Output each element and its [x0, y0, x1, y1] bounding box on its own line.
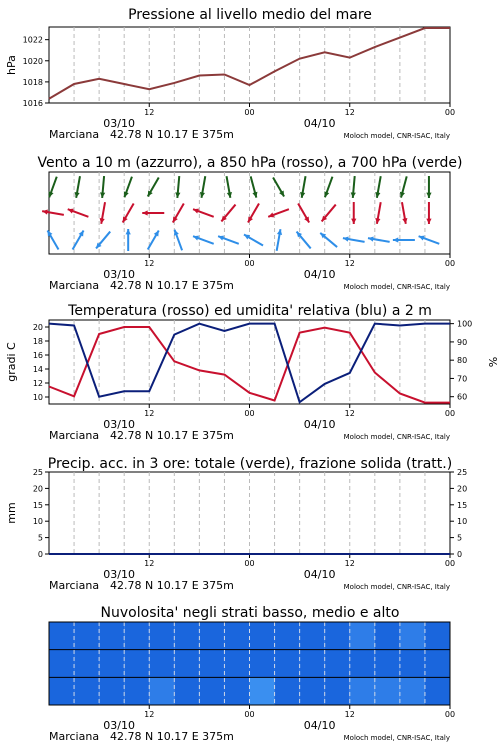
x-tick-label: 00 [244, 259, 255, 268]
wind-arrow-head [124, 191, 129, 197]
station-coords: 42.78 N 10.17 E 375m [110, 579, 234, 592]
date-label: 04/10 [303, 568, 336, 581]
cloud-cell [74, 677, 99, 705]
cloud-cell [49, 622, 74, 650]
cloud-cell [325, 622, 350, 650]
date-label: 04/10 [303, 418, 336, 431]
y-tick-label: 1022 [22, 35, 43, 45]
x-tick-label: 12 [344, 409, 355, 418]
date-label: 04/10 [303, 719, 336, 732]
cloud-cell [174, 677, 199, 705]
wind-arrow [100, 176, 105, 198]
y-tick-label-right: 60 [457, 392, 468, 402]
date-label: 04/10 [303, 117, 336, 130]
cloud-cell [99, 622, 124, 650]
cloud-cell [400, 622, 425, 650]
cloud-cell [224, 677, 249, 705]
wind-arrow [375, 176, 380, 198]
wind-arrow [251, 176, 258, 197]
model-credit: Moloch model, CNR-ISAC, Italy [343, 132, 450, 140]
model-credit: Moloch model, CNR-ISAC, Italy [343, 583, 450, 591]
cloud-cell [99, 650, 124, 678]
panel-5 [49, 605, 455, 743]
wind-arrow-head [193, 236, 199, 241]
y-tick-label: 12 [32, 379, 43, 388]
x-tick-label: 12 [344, 108, 355, 117]
wind-arrow-head [218, 236, 224, 241]
cloud-cell [375, 622, 400, 650]
wind-arrow [343, 236, 365, 241]
date-label: 03/10 [103, 268, 135, 281]
y-tick-label: 14 [32, 365, 43, 374]
station-name: Marciana [49, 579, 100, 592]
wind-arrow [402, 202, 407, 224]
cloud-cell [174, 650, 199, 678]
cloud-cell [149, 677, 174, 705]
cloud-cell [149, 622, 174, 650]
wind-arrow [227, 176, 232, 198]
wind-arrow [221, 205, 235, 222]
wind-arrow-head [142, 210, 147, 215]
cloud-cell [425, 677, 450, 705]
wind-arrow-head [426, 193, 431, 198]
cloud-cell [199, 622, 224, 650]
wind-arrow [400, 176, 407, 197]
cloud-cell [250, 650, 275, 678]
x-tick-label: 12 [344, 710, 355, 719]
wind-arrow-head [268, 212, 274, 217]
cloud-cell [425, 650, 450, 678]
cloud-cell [224, 622, 249, 650]
station-coords: 42.78 N 10.17 E 375m [110, 730, 234, 743]
wind-arrow [174, 230, 182, 251]
wind-arrow-head [175, 192, 180, 198]
y-tick-label-right: 80 [457, 356, 468, 366]
x-tick-label: 00 [444, 559, 456, 568]
wind-arrow [193, 209, 214, 217]
y-tick-label: 10 [32, 517, 43, 527]
wind-arrow-head [351, 219, 356, 224]
x-tick-label: 12 [144, 108, 155, 117]
cloud-cell [325, 650, 350, 678]
panel-title: Precip. acc. in 3 ore: totale (verde), frazione solida (tratt.) [47, 456, 453, 472]
y-tick-label-right: 70 [457, 374, 468, 384]
y-tick-label: 20 [32, 323, 43, 332]
wind-arrow-head [351, 192, 356, 198]
model-credit: Moloch model, CNR-ISAC, Italy [343, 433, 450, 441]
cloud-cell [300, 677, 325, 705]
wind-arrow [193, 236, 214, 244]
station-name: Marciana [49, 730, 100, 743]
cloud-cell [425, 622, 450, 650]
wind-arrow [142, 210, 164, 215]
x-tick-label: 00 [444, 259, 456, 268]
cloud-cell [300, 650, 325, 678]
cloud-cell [300, 622, 325, 650]
cloud-cell [275, 677, 300, 705]
cloud-cell [149, 650, 174, 678]
panel-title: Nuvolosita' negli strati basso, medio e alto [100, 605, 400, 621]
panel-2 [37, 155, 462, 292]
wind-arrow-head [419, 236, 425, 241]
panel-title: Pressione al livello medio del mare [128, 7, 372, 23]
wind-arrow [68, 209, 89, 217]
wind-arrow [324, 177, 332, 198]
x-tick-label: 12 [344, 259, 355, 268]
date-label: 03/10 [103, 117, 135, 130]
wind-arrow [49, 177, 57, 198]
x-tick-label: 12 [144, 409, 155, 418]
wind-arrow-head [68, 209, 74, 214]
wind-arrow [42, 209, 64, 214]
x-tick-label: 00 [444, 409, 456, 418]
cloud-cell [199, 650, 224, 678]
y-tick-label: 1016 [22, 99, 43, 108]
model-credit: Moloch model, CNR-ISAC, Italy [343, 734, 450, 742]
x-tick-label: 12 [144, 710, 155, 719]
panel-3 [5, 303, 499, 442]
y-tick-label-right: 20 [457, 484, 468, 494]
cloud-cell [99, 677, 124, 705]
station-name: Marciana [49, 128, 100, 141]
wind-arrow [200, 176, 205, 198]
y-tick-label: 5 [37, 533, 43, 543]
y-tick-label: 15 [32, 500, 43, 510]
wind-arrow [351, 202, 356, 224]
y-axis-label: mm [5, 502, 18, 524]
cloud-cell [350, 650, 375, 678]
station-coords: 42.78 N 10.17 E 375m [110, 128, 234, 141]
panel-title: Temperatura (rosso) ed umidita' relativa (blu) a 2 m [68, 303, 432, 319]
station-name: Marciana [49, 429, 100, 442]
y-axis-label: hPa [5, 55, 18, 75]
cloud-cell [400, 650, 425, 678]
x-tick-label: 00 [444, 108, 456, 117]
wind-arrow [73, 230, 84, 249]
cloud-cell [124, 622, 149, 650]
wind-arrow-head [100, 192, 105, 198]
wind-arrow-head [426, 219, 431, 224]
cloud-cell [250, 622, 275, 650]
x-tick-label: 00 [244, 108, 255, 117]
wind-arrow [124, 177, 132, 198]
plot-frame [49, 172, 450, 254]
wind-arrow [244, 235, 263, 246]
wind-arrow-head [324, 191, 329, 197]
cloud-cell [49, 677, 74, 705]
wind-arrow [175, 176, 180, 198]
wind-arrow [419, 236, 440, 244]
y-tick-label-right: 5 [457, 533, 463, 543]
wind-arrow [375, 202, 380, 224]
y-tick-label-right: 25 [457, 468, 468, 477]
wind-arrow-head [174, 230, 179, 236]
x-tick-label: 12 [144, 259, 155, 268]
date-label: 04/10 [303, 268, 336, 281]
wind-arrow [300, 176, 305, 198]
cloud-cell [275, 650, 300, 678]
wind-arrow [268, 209, 289, 217]
cloud-cell [275, 622, 300, 650]
cloud-cell [174, 622, 199, 650]
x-tick-label: 00 [244, 409, 255, 418]
y-tick-label-right: 10 [457, 517, 468, 527]
x-tick-label: 12 [144, 559, 155, 568]
cloud-cell [74, 650, 99, 678]
cloud-cell [124, 650, 149, 678]
wind-arrow-head [393, 237, 398, 242]
y-tick-label: 10 [32, 393, 43, 402]
x-tick-label: 00 [444, 710, 456, 719]
wind-arrow-head [126, 229, 131, 234]
cloud-cell [74, 622, 99, 650]
cloud-cell [375, 677, 400, 705]
cloud-cell [250, 677, 275, 705]
wind-arrow [320, 233, 337, 247]
wind-arrow [75, 176, 80, 198]
wind-arrow [218, 236, 239, 244]
y-axis-label: gradi C [5, 342, 18, 382]
wind-arrow [351, 176, 356, 198]
y-axis-label-right: % [486, 356, 499, 368]
cloud-cell [400, 677, 425, 705]
wind-arrow [277, 229, 282, 251]
wind-arrow [126, 229, 131, 251]
y-tick-label-right: 100 [457, 319, 473, 329]
y-tick-label: 1020 [22, 56, 43, 66]
station-coords: 42.78 N 10.17 E 375m [110, 429, 234, 442]
cloud-cell [375, 650, 400, 678]
y-tick-label: 20 [32, 484, 43, 494]
y-tick-label: 18 [32, 337, 43, 346]
wind-arrow [426, 176, 431, 198]
panel-4 [5, 456, 467, 592]
date-label: 03/10 [103, 418, 135, 431]
wind-arrow [368, 236, 390, 241]
panel-title: Vento a 10 m (azzurro), a 850 hPa (rosso), a 700 hPa (verde) [37, 155, 463, 171]
y-tick-label: 0 [37, 550, 43, 559]
wind-arrow [173, 203, 184, 222]
wind-arrow [100, 202, 105, 224]
wind-arrow [123, 203, 134, 222]
y-tick-label-right: 15 [457, 500, 468, 510]
cloud-cell [325, 677, 350, 705]
y-tick-label: 25 [32, 468, 43, 477]
cloud-cell [124, 677, 149, 705]
y-tick-label: 16 [32, 351, 43, 360]
wind-arrow [426, 202, 431, 224]
cloud-cell [350, 677, 375, 705]
wind-arrow [96, 232, 110, 249]
wind-arrow [297, 232, 311, 249]
date-label: 03/10 [103, 719, 135, 732]
y-tick-label-right: 0 [457, 550, 463, 559]
wind-arrow-head [193, 209, 199, 214]
x-tick-label: 00 [244, 710, 255, 719]
wind-arrow [322, 205, 336, 222]
wind-arrow [148, 230, 159, 249]
cloud-cell [224, 650, 249, 678]
plot-frame [49, 472, 450, 554]
station-name: Marciana [49, 279, 100, 292]
cloud-cell [49, 650, 74, 678]
x-tick-label: 00 [244, 559, 255, 568]
model-credit: Moloch model, CNR-ISAC, Italy [343, 283, 450, 291]
cloud-cell [199, 677, 224, 705]
panel-1 [5, 7, 455, 141]
wind-arrow [393, 237, 415, 242]
wind-arrow [248, 203, 259, 222]
x-tick-label: 12 [344, 559, 355, 568]
date-label: 03/10 [103, 568, 135, 581]
y-tick-label: 1018 [22, 77, 43, 87]
cloud-cell [350, 622, 375, 650]
wind-arrow-head [49, 191, 54, 197]
wind-arrow [298, 203, 309, 222]
y-tick-label-right: 90 [457, 337, 468, 347]
station-coords: 42.78 N 10.17 E 375m [110, 279, 234, 292]
